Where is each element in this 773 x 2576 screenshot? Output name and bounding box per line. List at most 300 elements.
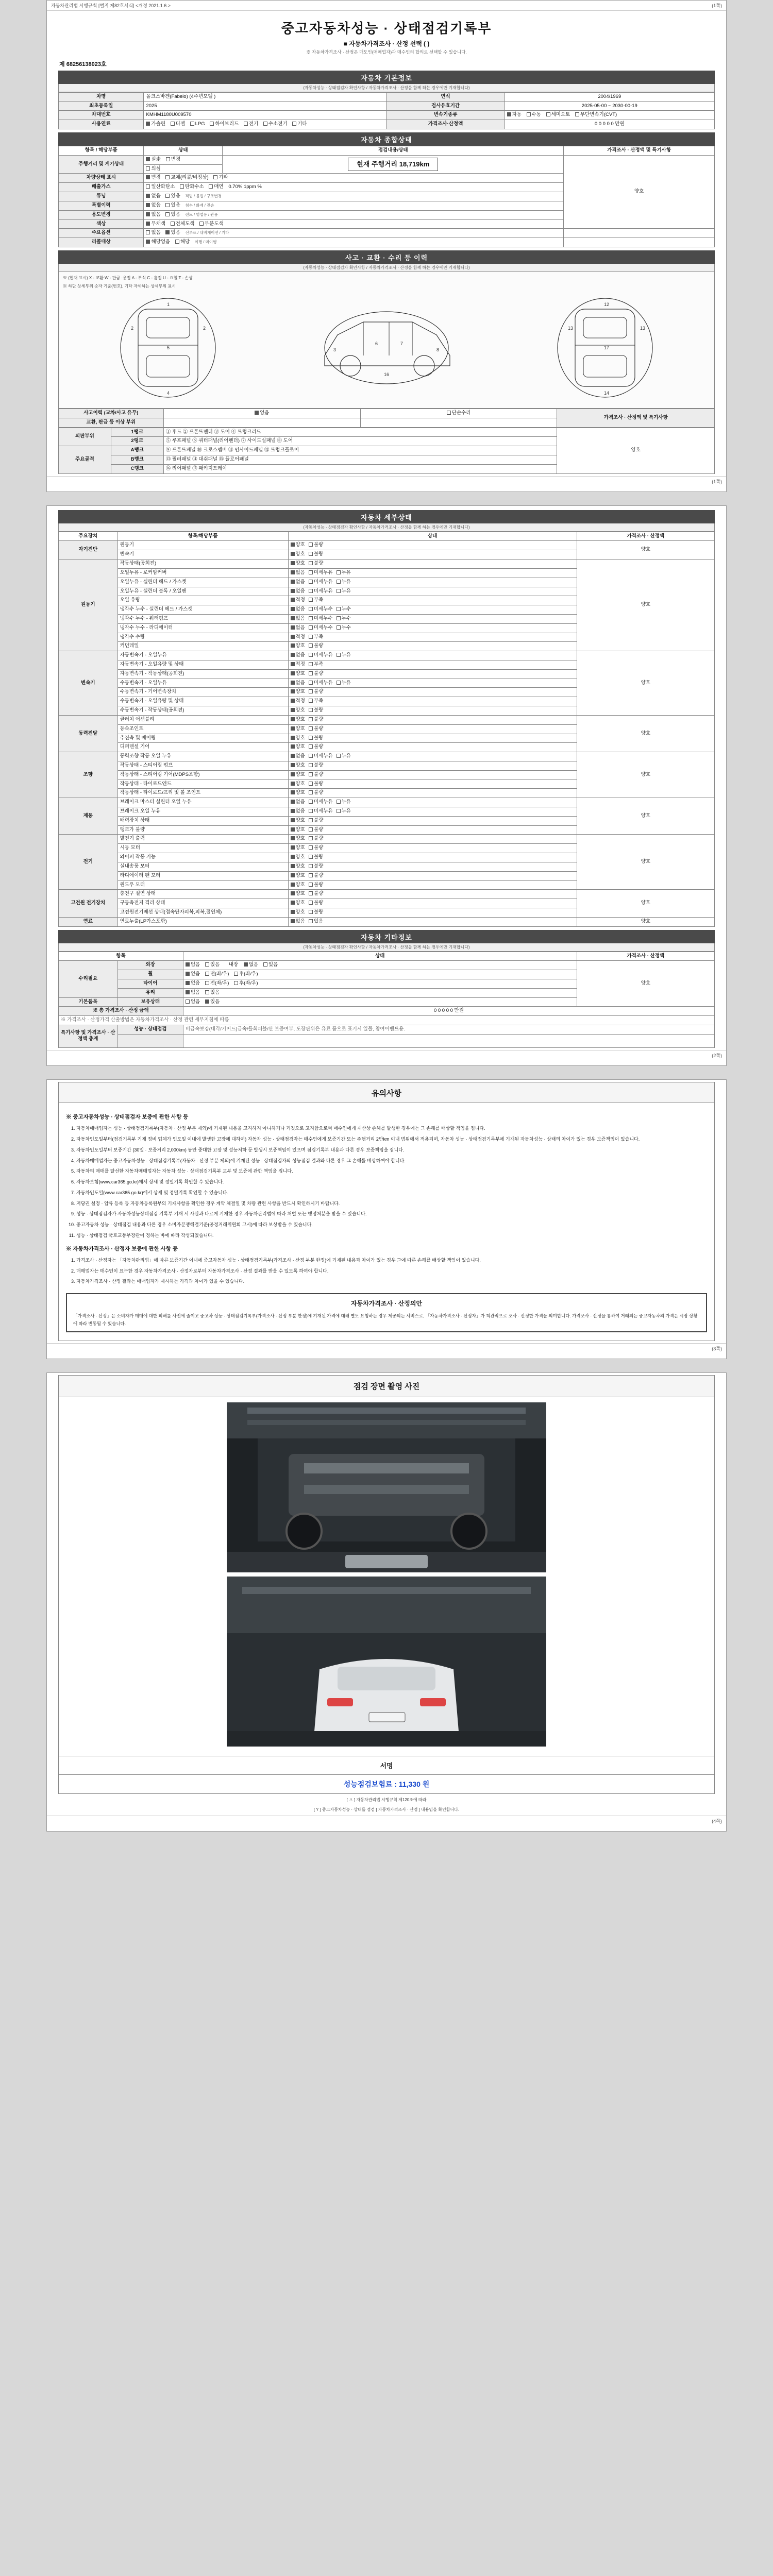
fuel-option[interactable]: 디젤: [171, 121, 185, 128]
detail-state-label: 양호: [295, 716, 305, 722]
possession-opt[interactable]: 있음: [205, 999, 220, 1006]
detail-state-label: 없음: [295, 615, 305, 621]
detail-state-option[interactable]: [291, 551, 305, 558]
detail-state-label: 누유: [341, 588, 351, 594]
detail-state-label: 누유: [341, 569, 351, 575]
value-state-0: [144, 174, 564, 183]
overall-col-0: 항목 / 해당부품: [59, 146, 144, 156]
detail-item-states: [288, 908, 577, 917]
detail-state-option[interactable]: [291, 735, 305, 742]
label-wheel: 휠: [117, 970, 183, 979]
value-state-5: [144, 219, 564, 229]
detail-state-label: 불량: [313, 790, 324, 796]
detail-item-label: 원동기: [117, 541, 288, 550]
svg-text:7: 7: [400, 341, 403, 346]
wheel-opt[interactable]: 없음: [186, 971, 200, 978]
detail-state-label: 없음: [295, 918, 305, 924]
detail-state-label: 양호: [295, 790, 305, 796]
detail-state-option[interactable]: [291, 808, 305, 815]
detail-state-option[interactable]: [291, 570, 305, 577]
diagram-legend-2: ※ 하단 상세부위 숫자 기준(번호), 기타 자세하는 상세부위 표시: [63, 283, 176, 289]
detail-group-remark: 양호: [577, 715, 714, 752]
detail-state-option[interactable]: [291, 891, 305, 897]
state-3-opt[interactable]: 있음: [165, 202, 180, 209]
mileage-option-suspect[interactable]: 의심: [144, 164, 223, 174]
table-row: [59, 229, 715, 238]
label-state-2: 튜닝: [59, 192, 144, 201]
detail-state-label: 양호: [295, 670, 305, 676]
detail-state-label: 누유: [341, 652, 351, 658]
state-3-opt[interactable]: 없음: [146, 202, 160, 209]
detail-state-option[interactable]: [291, 762, 305, 769]
detail-item-label: 커먼레일: [117, 642, 288, 651]
detail-state-option[interactable]: [309, 818, 323, 824]
detail-state-option[interactable]: [291, 588, 305, 595]
svg-text:12: 12: [603, 301, 609, 307]
table-row: [59, 238, 715, 247]
detail-item-label: 작동상태 - 스티어링 펌프: [117, 761, 288, 770]
mileage-option[interactable]: 변경: [166, 157, 180, 163]
detail-state-option[interactable]: [309, 551, 323, 558]
state-4-opt[interactable]: 있음: [165, 212, 180, 218]
detail-state-option[interactable]: [309, 735, 323, 742]
detail-group-3: 동력전달: [59, 715, 118, 752]
page-2: [46, 505, 727, 1066]
state-6-opt[interactable]: 있음: [165, 230, 180, 236]
label-interior: 내장: [228, 962, 239, 968]
detail-state-option[interactable]: [291, 680, 305, 687]
table-row: [59, 1025, 715, 1035]
detail-item-label: 오일누유 - 실린더 헤드 / 가스켓: [117, 578, 288, 587]
detail-state-table: [58, 532, 715, 927]
photo-section-title: 점검 장면 촬영 사진: [58, 1375, 715, 1397]
tire-opt[interactable]: 전(좌/우): [205, 980, 229, 987]
table-row: [59, 890, 715, 899]
detail-item-states: [288, 568, 577, 578]
detail-state-option[interactable]: [291, 799, 305, 806]
page-1: [46, 0, 727, 492]
rank-b-parts: ⑬ 필러패널 ⑭ 대쉬패널 ⑮ 플로어패널: [163, 455, 557, 465]
detail-item-states: [288, 651, 577, 660]
detail-state-label: 양호: [295, 561, 305, 567]
wheel-opt[interactable]: 전(좌/우): [205, 971, 229, 978]
detail-state-option[interactable]: [291, 790, 305, 796]
detail-state-option[interactable]: [291, 616, 305, 622]
detail-state-option[interactable]: [309, 606, 333, 613]
detail-state-label: 불량: [313, 836, 324, 842]
state-5-opt[interactable]: 무채색: [146, 221, 165, 228]
detail-item-states: [288, 614, 577, 623]
notice-item: 7. 자동차인도일(www.car365.go.kr)에서 상세 및 정밀기록 확인할 수 있습니다.: [76, 1189, 707, 1197]
detail-item-states: [288, 623, 577, 633]
detail-item-label: 냉각수 누수 - 워터펌프: [117, 614, 288, 623]
detail-state-label: 양호: [295, 882, 305, 888]
detail-group-5: 제동: [59, 798, 118, 835]
detail-col-0: 주요장치: [59, 532, 118, 541]
detail-state-option[interactable]: [309, 790, 323, 796]
possession-opt[interactable]: 없음: [186, 999, 200, 1006]
detail-state-option[interactable]: [309, 588, 333, 595]
table-row: [59, 428, 715, 437]
label-state-6: 주요옵션: [59, 229, 144, 238]
exterior-opt[interactable]: 있음: [205, 962, 220, 969]
state-5-opt[interactable]: 부분도색: [199, 221, 224, 228]
value-simple-repair: 단순수리: [360, 409, 557, 418]
detail-state-option[interactable]: [309, 570, 333, 577]
history-detail: 침수 / 화재 / 전손: [185, 202, 214, 208]
page-1-bottom-strip: (1쪽): [47, 476, 726, 486]
detail-state-option[interactable]: [291, 744, 305, 751]
detail-state-option[interactable]: [337, 570, 351, 577]
detail-state-option[interactable]: [291, 845, 305, 852]
detail-state-option[interactable]: [291, 542, 305, 549]
detail-item-states: [288, 880, 577, 890]
detail-state-label: 양호: [295, 845, 305, 851]
detail-item-label: 클러치 어셈블리: [117, 715, 288, 724]
detail-state-option[interactable]: [309, 891, 323, 897]
svg-text:13: 13: [567, 325, 573, 331]
detail-state-option[interactable]: [291, 625, 305, 632]
detail-state-option[interactable]: [337, 606, 351, 613]
notice-item: 9. 성능 · 상태점검자가 자동차성능상태점검 기록부 기재 시 사실과 다르게 기재한 경우 자동차관리법에 따라 처벌 또는 행정처분을 받을 수 있습니다.: [76, 1210, 707, 1218]
detail-state-label: 불량: [313, 744, 324, 750]
label-inspection-period: 검사유효기간: [386, 101, 505, 111]
detail-state-label: 불량: [313, 670, 324, 676]
detail-state-label: 누유: [341, 680, 351, 686]
detail-state-option[interactable]: [291, 882, 305, 889]
detail-state-option[interactable]: [309, 909, 323, 916]
value-state-6: [144, 229, 564, 238]
fuel-option[interactable]: 가솔린: [146, 121, 165, 128]
detail-state-label: 미세누유: [313, 579, 333, 585]
recall-detail: 이행 / 미이행: [194, 240, 217, 245]
value-exterior: [183, 961, 577, 970]
detail-item-label: 라디에이터 팬 모터: [117, 871, 288, 880]
detail-state-option[interactable]: [309, 707, 323, 714]
photo-area: [58, 1397, 715, 1756]
detail-state-option[interactable]: [291, 698, 305, 705]
fuel-option[interactable]: 하이브리드: [210, 121, 239, 128]
state-5-opt[interactable]: 전체도색: [171, 221, 195, 228]
detail-state-option[interactable]: [309, 799, 333, 806]
detail-state-option[interactable]: [309, 579, 333, 586]
detail-state-label: 양호: [295, 725, 305, 732]
inspection-insurance-fee: 성능점검보험료 : 11,330 원: [58, 1775, 715, 1794]
detail-item-states: [288, 871, 577, 880]
state-6-opt[interactable]: 없음: [146, 230, 160, 236]
detail-item-states: [288, 743, 577, 752]
mileage-option[interactable]: 실走: [146, 157, 161, 163]
label-transmission: 변속기종류: [386, 111, 505, 120]
detail-state-option[interactable]: [309, 689, 323, 696]
state-0-opt[interactable]: 교체(리콜/비정상): [165, 175, 208, 181]
detail-state-option[interactable]: [291, 652, 305, 659]
section-accident-title: 사고 · 교환 · 수리 등 이력: [58, 250, 715, 264]
label-state-5: 색상: [59, 219, 144, 229]
detail-state-label: 누수: [341, 624, 351, 631]
detail-state-option[interactable]: [309, 616, 333, 622]
detail-item-label: 윈도우 모터: [117, 880, 288, 890]
accident-diagram: [58, 272, 715, 409]
tire-opt[interactable]: 없음: [186, 980, 200, 987]
detail-state-option[interactable]: [291, 863, 305, 870]
detail-state-option[interactable]: [291, 836, 305, 842]
detail-state-label: 미세누유: [313, 652, 333, 658]
detail-state-option[interactable]: [309, 808, 333, 815]
detail-state-label: 불량: [313, 845, 324, 851]
interior-opt[interactable]: 있음: [263, 962, 278, 969]
detail-item-label: 수동변속기 - 작동상태(공회전): [117, 706, 288, 716]
state-1-opt[interactable]: 매연: [209, 184, 223, 191]
detail-state-option[interactable]: [337, 753, 351, 760]
detail-state-option[interactable]: [291, 827, 305, 834]
transmission-option[interactable]: 자동: [507, 112, 522, 118]
label-state-3: 특별이력: [59, 201, 144, 210]
detail-item-label: 자동변속기 - 오일유량 및 상태: [117, 660, 288, 670]
detail-state-option[interactable]: [291, 909, 305, 916]
detail-state-option[interactable]: [291, 919, 305, 925]
detail-state-option[interactable]: [309, 726, 323, 733]
detail-state-option[interactable]: [309, 652, 333, 659]
glass-opt[interactable]: 있음: [205, 990, 220, 996]
value-fuel: [144, 120, 386, 129]
detail-state-option[interactable]: [291, 634, 305, 641]
detail-state-option[interactable]: [309, 900, 323, 907]
detail-state-label: 양호: [295, 735, 305, 741]
detail-item-states: [288, 697, 577, 706]
detail-col-3: 가격조사 · 산정액: [577, 532, 714, 541]
usage-detail: 렌트 / 영업용 / 관용: [185, 212, 218, 217]
svg-text:2: 2: [131, 325, 134, 331]
price-guide-box: [66, 1293, 707, 1332]
total-price-note: ※ 가격조사 · 산정가격 산출방법은 자동차가격조사 · 산정 관련 세부지침에 따름: [59, 1016, 715, 1025]
detail-state-option[interactable]: [337, 616, 351, 622]
detail-state-option[interactable]: [337, 579, 351, 586]
detail-state-option[interactable]: [309, 919, 323, 925]
detail-state-option[interactable]: [291, 781, 305, 788]
interior-opt[interactable]: 없음: [244, 962, 258, 969]
option-detail: 선루프 / 내비게이션 / 기타: [185, 230, 229, 235]
fuel-option[interactable]: 수소전기: [263, 121, 288, 128]
footer-note-2: [ Y ] 중고자동차성능 · 상태를 점검 [ 자동차가격조사 · 산정 ] 내용임을 확인합니다.: [313, 1807, 460, 1812]
detail-item-label: 디퍼렌셜 기어: [117, 743, 288, 752]
detail-state-option[interactable]: [291, 873, 305, 879]
detail-state-option[interactable]: [291, 772, 305, 778]
detail-item-states: [288, 669, 577, 679]
detail-state-label: 미세누수: [313, 624, 333, 631]
detail-state-label: 양호: [295, 551, 305, 557]
detail-state-option[interactable]: [337, 799, 351, 806]
car-front-view-icon: [91, 294, 245, 402]
fuel-option[interactable]: LPG: [190, 121, 205, 128]
detail-state-option[interactable]: [309, 625, 333, 632]
detail-item-states: [288, 596, 577, 605]
detail-item-label: 변속기: [117, 550, 288, 560]
detail-state-option[interactable]: [291, 707, 305, 714]
detail-state-option[interactable]: [291, 818, 305, 824]
detail-item-label: 냉각수 누수 - 실린더 헤드 / 가스켓: [117, 605, 288, 615]
detail-state-label: 양호: [295, 744, 305, 750]
rank-b: B랭크: [111, 455, 163, 465]
detail-group-6: 전기: [59, 835, 118, 890]
label-accident-history: 사고이력 (교차/사고 유무): [59, 409, 164, 418]
page-1-top-strip: [47, 1, 726, 11]
detail-state-option[interactable]: [309, 781, 323, 788]
detail-group-remark: 양호: [577, 798, 714, 835]
state-2-opt[interactable]: 없음: [146, 193, 160, 200]
svg-text:17: 17: [603, 345, 609, 350]
detail-state-label: 없음: [295, 753, 305, 759]
table-row: [59, 120, 715, 129]
detail-group-remark: 양호: [577, 752, 714, 798]
detail-item-states: [288, 660, 577, 670]
other-remarks: 양호: [577, 961, 714, 1007]
detail-item-states: [288, 587, 577, 596]
detail-state-option[interactable]: [309, 597, 323, 604]
detail-state-label: 부족: [313, 597, 324, 603]
signature-label: 서명: [58, 1756, 715, 1775]
state-7-opt[interactable]: 해당없음: [146, 239, 170, 246]
notice-item: 10. 중고자동차 성능 · 상태점검 내용과 다른 경우 소비자분쟁해결기준(공정거래위원회 고시)에 따라 보상받을 수 있습니다.: [76, 1221, 707, 1229]
detail-state-option[interactable]: [309, 827, 323, 834]
state-0-opt[interactable]: 변경: [146, 175, 160, 181]
detail-state-option[interactable]: [309, 634, 323, 641]
detail-state-label: 불량: [313, 882, 324, 888]
value-special-remarks: 비금속보강(대각/기어드)금속/틀회퍼블/산 보증여부, 도장판위은 유료 품으로 표기시 일몰, 참여어벤트용.: [183, 1025, 714, 1035]
detail-state-option[interactable]: [291, 726, 305, 733]
detail-state-option[interactable]: [291, 643, 305, 650]
label-carname: 차명: [59, 92, 144, 101]
glass-opt[interactable]: 없음: [186, 990, 200, 996]
detail-state-option[interactable]: [291, 606, 305, 613]
fuel-option[interactable]: 전기: [244, 121, 258, 128]
detail-group-remark: 양호: [577, 835, 714, 890]
detail-state-option[interactable]: [309, 643, 323, 650]
rank-1: 1랭크: [111, 428, 163, 437]
exterior-opt[interactable]: 없음: [186, 962, 200, 969]
detail-state-option[interactable]: [309, 671, 323, 677]
state-4-opt[interactable]: 없음: [146, 212, 160, 218]
detail-item-label: 작동상태(공회전): [117, 560, 288, 569]
detail-item-states: [288, 816, 577, 825]
detail-state-label: 양호: [295, 872, 305, 878]
label-repair-needed: 수리필요: [59, 961, 118, 997]
overall-col-2: 점검내용/상태: [223, 146, 564, 156]
detail-state-label: 불량: [313, 707, 324, 714]
wheel-opt[interactable]: 후(좌/우): [234, 971, 258, 978]
value-wheel: [183, 970, 577, 979]
label-special-group: 성능 · 상태점검: [117, 1025, 183, 1035]
detail-state-option[interactable]: [337, 680, 351, 687]
detail-item-states: [288, 724, 577, 734]
page-subtitle: ■ 자동차가격조사 · 산정 선택 ( ): [343, 40, 430, 47]
label-exterior: 외장: [117, 961, 183, 970]
detail-state-option[interactable]: [291, 753, 305, 760]
detail-state-option[interactable]: [309, 542, 323, 549]
detail-state-option[interactable]: [337, 652, 351, 659]
notice-title: 유의사항: [58, 1082, 715, 1103]
detail-state-option[interactable]: [309, 561, 323, 567]
detail-state-option[interactable]: [309, 854, 323, 861]
transmission-option[interactable]: 수동: [527, 112, 541, 118]
detail-group-4: 조향: [59, 752, 118, 798]
transmission-option[interactable]: 무단변속기(CVT): [575, 112, 617, 118]
detail-state-option[interactable]: [309, 717, 323, 723]
detail-state-label: 불량: [313, 863, 324, 869]
vehicle-rear-photo-illustration: [227, 1577, 546, 1747]
detail-state-option[interactable]: [291, 717, 305, 723]
table-row: [59, 1016, 715, 1025]
detail-state-option[interactable]: [337, 625, 351, 632]
other-info-table: [58, 952, 715, 1048]
detail-state-option[interactable]: [309, 772, 323, 778]
detail-item-label: 브레이크 마스터 실린더 오일 누유: [117, 798, 288, 807]
detail-state-option[interactable]: [309, 882, 323, 889]
transmission-option[interactable]: 세미오토: [546, 112, 570, 118]
detail-state-option[interactable]: [309, 873, 323, 879]
detail-state-option[interactable]: [309, 845, 323, 852]
state-1-opt[interactable]: 일산화탄소: [146, 184, 175, 191]
detail-state-label: 양호: [295, 817, 305, 823]
detail-state-option[interactable]: [309, 662, 323, 668]
detail-state-option[interactable]: [309, 753, 333, 760]
fuel-option[interactable]: 기타: [292, 121, 307, 128]
overall-col-1: 상태: [144, 146, 223, 156]
detail-state-option[interactable]: [309, 836, 323, 842]
state-0-opt[interactable]: 기타: [213, 175, 228, 181]
detail-group-remark: 양호: [577, 651, 714, 716]
detail-state-option[interactable]: [291, 689, 305, 696]
detail-state-option[interactable]: [309, 698, 323, 705]
detail-state-option[interactable]: [309, 863, 323, 870]
detail-state-option[interactable]: [309, 680, 333, 687]
detail-group-remark: 양호: [577, 560, 714, 651]
state-2-opt[interactable]: 있음: [165, 193, 180, 200]
detail-state-option[interactable]: [291, 900, 305, 907]
detail-state-option[interactable]: [337, 588, 351, 595]
detail-state-option[interactable]: [291, 579, 305, 586]
detail-state-option[interactable]: [309, 744, 323, 751]
detail-item-states: [288, 807, 577, 817]
detail-state-label: 불량: [313, 817, 324, 823]
diagram-legend-1: ※ (현재 표시) X - 교환 W - 판금 ·용접 A - 부식 C - 흠집 U - 요철 T - 손상: [63, 275, 193, 280]
detail-state-option[interactable]: [291, 854, 305, 861]
value-glass: [183, 988, 577, 997]
value-exchange-parts-2: [360, 418, 557, 427]
detail-state-option[interactable]: [291, 561, 305, 567]
form-legal-ref: 자동차관리법 시행규칙 [별지 제82호서식] <개정 2021.1.6.>: [51, 3, 171, 8]
detail-state-option[interactable]: [291, 662, 305, 668]
label-basic-items: 기본품목: [59, 997, 118, 1007]
detail-state-option[interactable]: [291, 671, 305, 677]
detail-state-option[interactable]: [309, 762, 323, 769]
state-7-opt[interactable]: 해당: [175, 239, 190, 246]
document-number-value: 68256138023호: [66, 61, 107, 67]
detail-state-label: 양호: [295, 826, 305, 833]
overall-state-table: [58, 146, 715, 247]
detail-state-label: 미세누수: [313, 606, 333, 613]
detail-state-option[interactable]: [337, 808, 351, 815]
tire-opt[interactable]: 후(좌/우): [234, 980, 258, 987]
detail-state-option[interactable]: [291, 597, 305, 604]
state-1-opt[interactable]: 탄화수소: [180, 184, 204, 191]
page-4: [46, 1372, 727, 1832]
car-rear-view-icon: [528, 294, 682, 402]
svg-text:8: 8: [436, 347, 439, 352]
table-row: [59, 752, 715, 761]
detail-item-label: 자동변속기 - 오일누유: [117, 651, 288, 660]
label-total-price: ※ 총 가격조사 · 산정 금액: [59, 1007, 183, 1016]
